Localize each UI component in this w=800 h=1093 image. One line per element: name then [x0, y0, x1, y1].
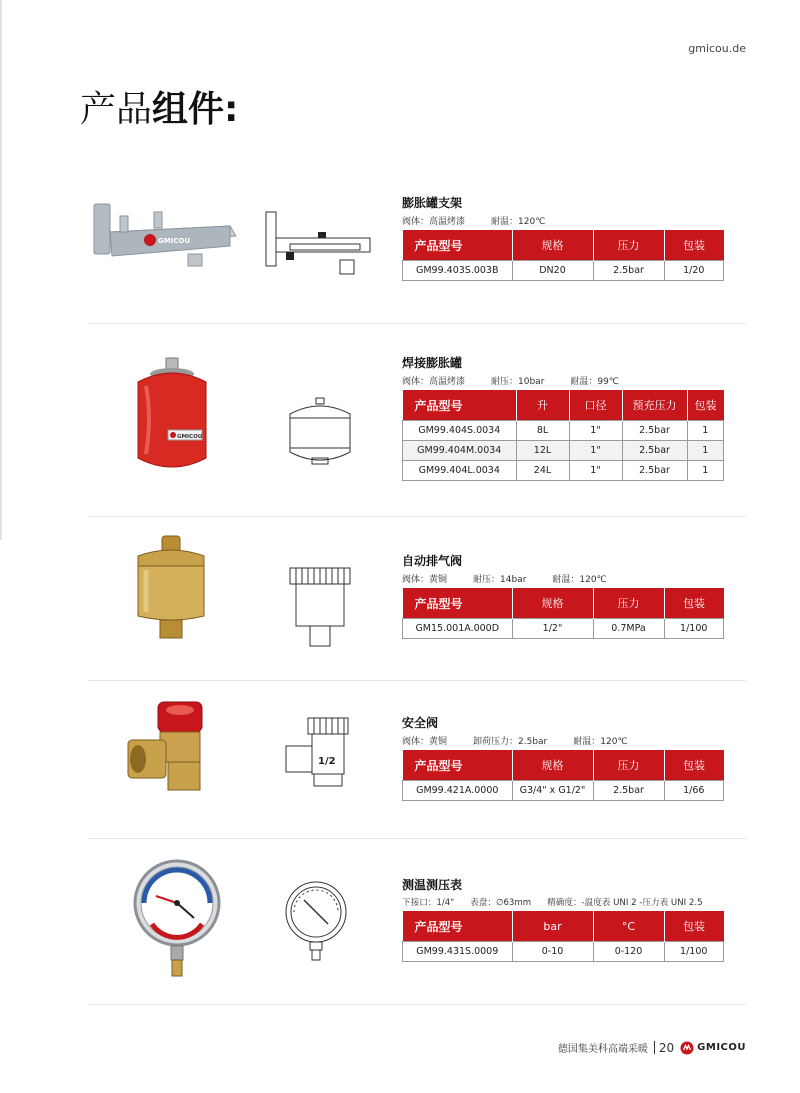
page-number: 20: [658, 1040, 675, 1055]
product-specs: 下接口：1/4" 表盘：∅63mm 精确度：-温度表 UNI 2 -压力表 UNI 2.5: [402, 898, 703, 908]
table-row: GM99.403S.003B DN20 2.5bar 1/20: [403, 261, 724, 281]
safety-valve-drawing-label: 1/2: [318, 756, 336, 767]
product-table: [402, 911, 724, 962]
product-safety-valve: [402, 714, 724, 801]
table-row: GM99.404M.0034 12L 1" 2.5bar 1: [403, 441, 724, 461]
product-name: 膨胀罐支架: [402, 196, 463, 210]
col-header: 产品型号: [403, 230, 513, 261]
product-air-vent: [402, 552, 724, 639]
table-row: GM99.421A.0000 G3/4" x G1/2" 2.5bar 1/66: [403, 781, 724, 801]
expansion-tank-photo: [132, 356, 212, 476]
col-header: 产品型号: [403, 390, 517, 421]
section-divider: [88, 323, 746, 324]
footer-text: 德国集美科高端采暖: [557, 1044, 648, 1055]
product-name: 焊接膨胀罐: [402, 356, 463, 370]
product-table: [402, 230, 724, 281]
product-table: [402, 390, 724, 481]
col-header: 压力: [593, 588, 664, 619]
product-name: 自动排气阀: [402, 554, 463, 568]
col-header: 规格: [512, 588, 593, 619]
page-title: [80, 89, 239, 130]
product-specs: 阀体：黄铜 耐压：14bar 耐温：120℃: [402, 575, 607, 585]
product-thermomanometer: [402, 876, 724, 962]
col-header: 规格: [512, 750, 593, 781]
col-header: 包装: [687, 390, 724, 421]
product-name: 安全阀: [402, 716, 439, 730]
table-row: GM15.001A.000D 1/2" 0.7MPa 1/100: [403, 619, 724, 639]
brand-logo: [680, 1041, 746, 1055]
col-header: 压力: [593, 750, 664, 781]
footer-separator: [654, 1041, 655, 1054]
col-header: 口径: [569, 390, 622, 421]
brand-mark-icon: [680, 1041, 694, 1055]
brand-name: GMICOU: [697, 1042, 746, 1053]
col-header: °C: [593, 911, 664, 942]
site-url[interactable]: gmicou.de: [688, 42, 746, 55]
col-header: bar: [512, 911, 593, 942]
air-vent-photo: [130, 532, 212, 642]
col-header: 产品型号: [403, 750, 513, 781]
section-divider: [88, 516, 746, 517]
table-row: GM99.431S.0009 0-10 0-120 1/100: [403, 942, 724, 962]
safety-valve-photo: [124, 696, 224, 804]
col-header: 升: [516, 390, 569, 421]
col-header: 压力: [593, 230, 664, 261]
table-row: GM99.404S.0034 8L 1" 2.5bar 1: [403, 421, 724, 441]
col-header: 包装: [664, 588, 724, 619]
product-table: [402, 588, 724, 639]
col-header: 规格: [512, 230, 593, 261]
table-row: GM99.404L.0034 24L 1" 2.5bar 1: [403, 461, 724, 481]
col-header: 包装: [664, 230, 724, 261]
col-header: 预充压力: [622, 390, 687, 421]
product-table: [402, 750, 724, 801]
product-bracket: [402, 194, 724, 281]
expansion-tank-drawing: [284, 396, 356, 472]
page-edge-shadow: [0, 0, 2, 540]
page-title-light: 产品: [80, 89, 153, 130]
product-expansion-tank: [402, 354, 724, 481]
page-title-bold: 组件:: [152, 89, 239, 130]
col-header: 产品型号: [403, 588, 513, 619]
bracket-drawing: [262, 208, 374, 286]
air-vent-drawing: [288, 566, 352, 650]
product-name: 测温测压表: [402, 878, 463, 892]
safety-valve-drawing: [282, 716, 354, 790]
col-header: 包装: [664, 911, 724, 942]
product-specs: 阀体：高温烤漆 耐温：120℃: [402, 217, 546, 227]
page-footer: [558, 1040, 746, 1055]
section-divider: [88, 680, 746, 681]
product-specs: 阀体：黄铜 卸荷压力：2.5bar 耐温：120℃: [402, 737, 628, 747]
bracket-photo-logo: GMICOU: [158, 237, 191, 245]
thermomanometer-drawing: [284, 880, 348, 964]
section-divider: [88, 838, 746, 839]
col-header: 产品型号: [403, 911, 513, 942]
tank-photo-logo: GMICOU: [177, 434, 203, 440]
thermomanometer-photo: [132, 858, 222, 980]
section-divider: [88, 1004, 746, 1005]
product-specs: 阀体：高温烤漆 耐压：10bar 耐温：99℃: [402, 377, 619, 387]
bracket-photo: [90, 196, 240, 276]
col-header: 包装: [664, 750, 724, 781]
